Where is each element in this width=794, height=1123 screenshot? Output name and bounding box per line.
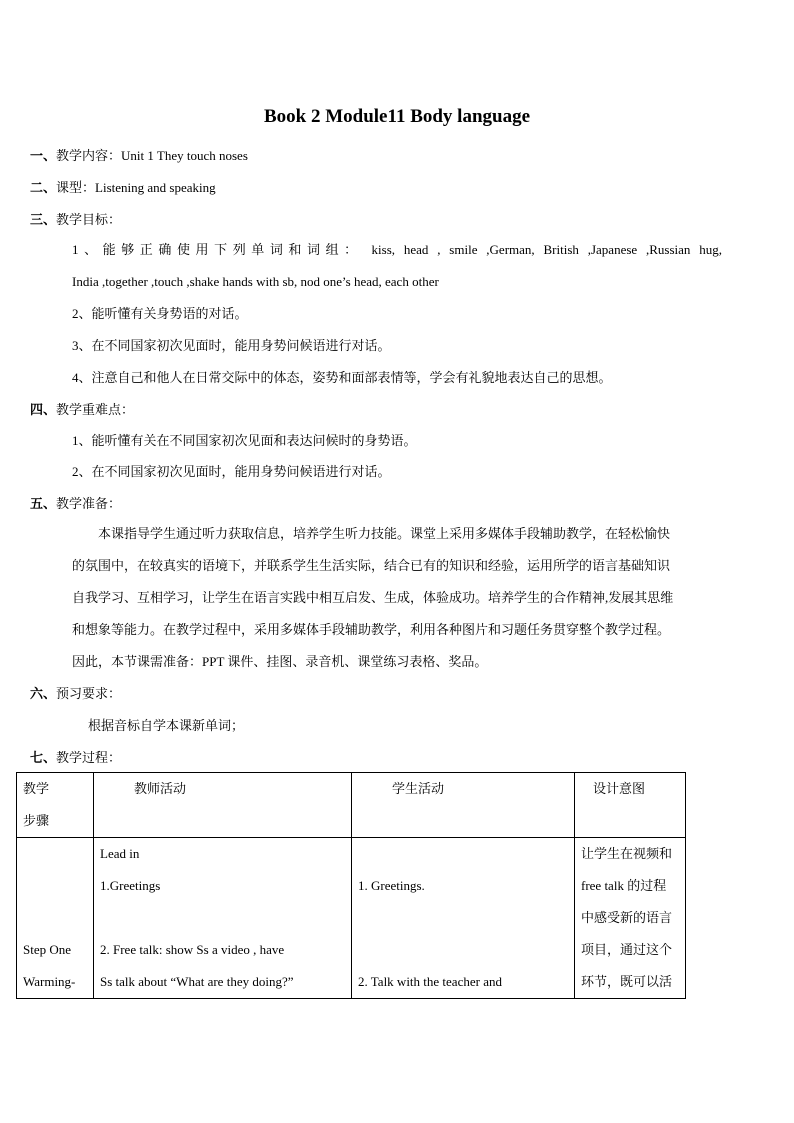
section-type <box>30 178 216 198</box>
goal-item-1-line-1: 1、能够正确使用下列单词和词组： kiss, head , smile ,German, British ,Japanese ,Russian hug, <box>72 242 722 257</box>
section-key-points <box>30 400 134 420</box>
design-line: free talk 的过程 <box>581 878 667 893</box>
header-teacher <box>94 773 352 838</box>
teacher-line: 1.Greetings <box>100 878 161 893</box>
section-name: 教学内容： <box>56 148 122 163</box>
student-line <box>358 902 568 934</box>
goal-item-4: 4、注意自己和他人在日常交际中的体态，姿势和面部表情等，学会有礼貌地表达自己的思想。 <box>72 370 612 385</box>
preparation-line-4: 和想象等能力。在教学过程中，采用多媒体手段辅助教学，利用各种图片和习题任务贯穿整个教学过程。 <box>72 622 671 637</box>
teacher-line: 2. Free talk: show Ss a video , have <box>100 942 285 957</box>
goal-item-2: 2、能听懂有关身势语的对话。 <box>72 306 248 321</box>
section-number: 三、 <box>30 212 57 227</box>
header-student-label: 学生活动 <box>392 781 445 796</box>
section-preview <box>30 684 121 704</box>
row-design <box>575 838 686 999</box>
section-number: 一、 <box>30 148 57 163</box>
design-line: 中感受新的语言 <box>581 910 673 925</box>
student-line <box>358 934 568 966</box>
section-name: 教学准备： <box>56 496 122 511</box>
teacher-line <box>100 902 345 934</box>
header-design <box>575 773 686 838</box>
design-line: 项目，通过这个 <box>581 942 673 957</box>
section-number: 七、 <box>30 750 57 765</box>
header-step <box>17 773 94 838</box>
table-row <box>17 838 686 999</box>
goal-item-3: 3、在不同国家初次见面时，能用身势问候语进行对话。 <box>72 338 391 353</box>
process-table <box>16 772 686 999</box>
document-title: Book 2 Module11 Body language <box>263 106 531 127</box>
preview-value: 根据音标自学本课新单词； <box>88 718 245 733</box>
teacher-line: Lead in <box>100 846 140 861</box>
section-name: 教学过程： <box>56 750 122 765</box>
section-number: 六、 <box>30 686 57 701</box>
row-step <box>17 838 94 999</box>
section-number: 二、 <box>30 180 57 195</box>
design-line: 让学生在视频和 <box>581 846 673 861</box>
section-number: 四、 <box>30 402 57 417</box>
preparation-line-5: 因此，本节课需准备：PPT 课件、挂图、录音机、课堂练习表格、奖品。 <box>72 654 488 669</box>
section-value: Unit 1 They touch noses <box>121 148 248 163</box>
design-line: 环节，既可以活 <box>581 974 673 989</box>
section-process <box>30 748 121 768</box>
preparation-line-1: 本课指导学生通过听力获取信息，培养学生听力技能。课堂上采用多媒体手段辅助教学，在轻松愉快 <box>98 526 671 541</box>
section-name: 教学重难点： <box>56 402 135 417</box>
preparation-line-3: 自我学习、互相学习，让学生在语言实践中相互启发、生成，体验成功。培养学生的合作精神,发展其思维 <box>72 590 674 605</box>
section-name: 教学目标： <box>56 212 122 227</box>
header-student <box>352 773 575 838</box>
row-step-line-2: Warming- <box>23 974 76 989</box>
student-line <box>358 838 568 870</box>
header-step-line-1: 教学 <box>23 781 50 796</box>
preparation-line-2: 的氛围中，在较真实的语境下，并联系学生生活实际，结合已有的知识和经验，运用所学的语言基础知识 <box>72 558 671 573</box>
header-step-line-2: 步骤 <box>23 813 50 828</box>
key-point-2: 2、在不同国家初次见面时，能用身势问候语进行对话。 <box>72 464 391 479</box>
row-student <box>352 838 575 999</box>
section-name: 预习要求： <box>56 686 122 701</box>
section-goals <box>30 210 121 230</box>
header-teacher-label: 教师活动 <box>134 781 187 796</box>
section-number: 五、 <box>30 496 57 511</box>
goal-item-1-line-2: India ,together ,touch ,shake hands with sb, nod one’s head, each other <box>72 274 439 289</box>
row-teacher <box>94 838 352 999</box>
key-point-1: 1、能听懂有关在不同国家初次见面和表达问候时的身势语。 <box>72 433 417 448</box>
teacher-line: Ss talk about “What are they doing?” <box>100 974 294 989</box>
section-name: 课型： <box>56 180 96 195</box>
section-content <box>30 146 248 166</box>
row-step-line-1: Step One <box>23 942 72 957</box>
student-line: 1. Greetings. <box>358 878 425 893</box>
header-design-label: 设计意图 <box>593 781 646 796</box>
section-preparation <box>30 494 121 514</box>
section-value: Listening and speaking <box>95 180 216 195</box>
student-line: 2. Talk with the teacher and <box>358 974 502 989</box>
table-header-row <box>17 773 686 838</box>
